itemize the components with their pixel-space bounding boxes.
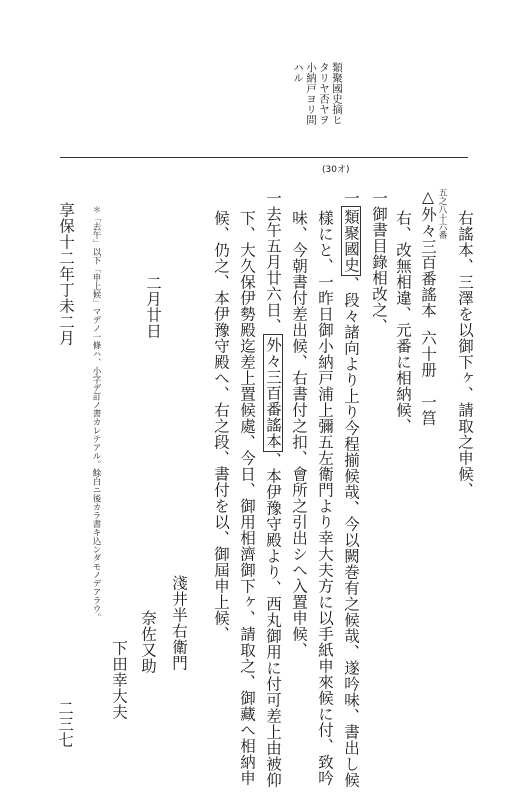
folio-mark: (30オ) <box>322 165 350 175</box>
footnote: ＊「去午」以下「申上候」マデノ一條ハ、小字デ訂ノ書カレテアル。餘白ニ後カラ書キ込ンダモノデアラウ。 <box>91 205 101 622</box>
text-line-5-rest: 、段々諸向より上り今程揃候哉、今以闕巻有之候哉、遂吟味、書出し候 <box>342 276 360 788</box>
text-line-5 <box>343 190 359 788</box>
book-title-utaibon: 外々三百番謠本 <box>263 334 283 452</box>
text-line-9: 下、大久保伊勢殿迄差上置候處、今日、御用相濟御下ヶ、請取之、御藏へ相納申 <box>238 210 256 786</box>
text-line-10: 候、仍之、本伊豫守殿へ、右之段、書付を以、御屆申上候、 <box>212 210 230 642</box>
text-line-8-rest: 、本伊豫守殿より、西丸御用に付可差上由被仰 <box>264 452 282 788</box>
text-line-8-start: 一去午五月廿六日、 <box>264 190 282 334</box>
margin-note-4: ハル <box>292 62 304 83</box>
text-line-1: 右謠本、三澤を以御下ヶ、請取之申候、 <box>456 210 474 498</box>
date-line: 二月廿日 <box>144 275 162 339</box>
margin-note-3: 小納戸ヨリ問 <box>305 62 317 125</box>
text-line-2-count: 六十册 一筥 <box>419 330 437 426</box>
page-number: 二三七 <box>56 700 74 748</box>
header-rule <box>60 157 468 158</box>
text-line-2-title: △外々三百番謠本 <box>419 188 437 319</box>
text-line-3: 右、改無相違、元番に相納候、 <box>394 210 412 434</box>
margin-note-1: 類聚國史摘ヒ <box>331 62 343 125</box>
text-line-5-mark: 一 <box>342 190 360 206</box>
margin-note-2: タリヤ否ヤヲ <box>318 62 330 125</box>
era-line: 享保十二年丁未二月 <box>57 202 75 346</box>
signature-3: 下田幸大夫 <box>110 640 128 720</box>
signature-2: 奈佐又助 <box>139 610 157 674</box>
book-title-ruijukokushi: 類聚國史 <box>341 206 361 276</box>
text-line-7: 味、今朝書付差出候、右書付之扣、會所之引出シへ入置申候、 <box>290 210 308 658</box>
text-line-6: 樣にと、一昨日御小納戸浦上彌五左衛門より幸大夫方に以手紙申來候に付、致吟 <box>316 210 334 786</box>
text-line-2-number: 五之八十六番 <box>437 188 447 239</box>
text-line-8 <box>265 190 281 788</box>
signature-1: 淺井半右衛門 <box>170 575 188 671</box>
text-line-4: 一御書目錄相改之、 <box>370 190 388 334</box>
